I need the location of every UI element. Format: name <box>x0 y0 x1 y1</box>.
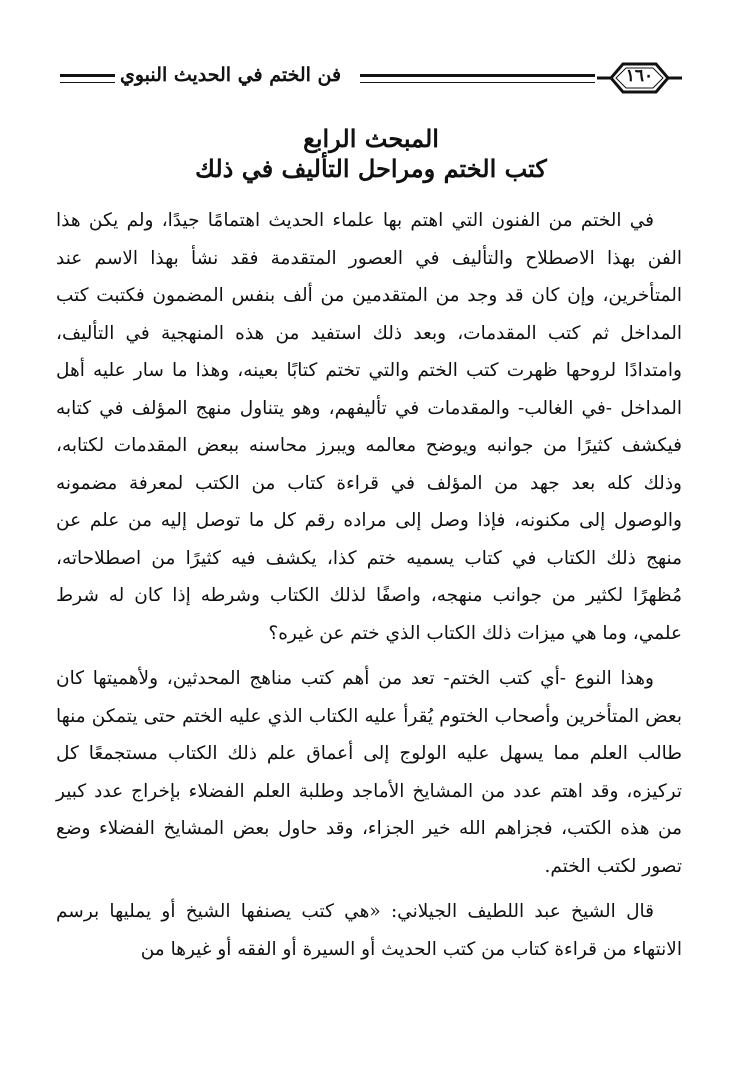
section-heading: المبحث الرابع <box>303 124 439 153</box>
paragraph-3: قال الشيخ عبد اللطيف الجيلاني: «هي كتب يصنفها الشيخ أو يمليها برسم الانتهاء من قراءة كتاب من كتب الحديث أو السيرة أو الفقه أو غيرها من <box>56 901 682 960</box>
page-number-badge <box>597 58 682 98</box>
header-rule-right <box>360 74 595 83</box>
running-title: فن الختم في الحديث النبوي <box>120 64 342 86</box>
running-header <box>60 58 682 98</box>
paragraph-1: في الختم من الفنون التي اهتم بها علماء الحديث اهتمامًا جيدًا، ولم يكن هذا الفن بهذا الاصطلاح والتأليف في العصور المتقدمة فقد نشأ بهذا الاسم عند المتأخرين، وإن كان قد وجد من المتقدمين من ألف بنفس المضمون فكتبت كتب المداخل ثم كتب المقدمات، وبعد ذلك استفيد من هذه المنهجية في التأليف، وامتدادًا لروحها ظهرت كتب الختم والتي تختم كتابًا بعينه، وهذا ما سار عليه أهل المداخل -في الغالب- والمقدمات في تأليفهم، وهو يتناول منهج المؤلف في كتابه فيكشف كثيرًا من جوانبه ويوضح معالمه ويبرز محاسنه ببعض المقدمات لكتابه، وذلك كله بعد جهد من المؤلف في قراءة كتاب من الكتب لمعرفة مضمونه والوصول إلى مكنونه، فإذا وصل إلى مراده رقم كل ما توصل إليه من علم عن منهج ذلك الكتاب في كتاب يسميه ختم كذا، يكشف فيه كثيرًا من اصطلاحاته، مُظهرًا لكثير من جوانب منهجه، واصفًا لذلك الكتاب وشرطه إذا كان له شرط علمي، وما هي ميزات ذلك الكتاب الذي ختم عن غيره؟ <box>56 210 682 644</box>
header-rule-left <box>60 74 115 83</box>
paragraph-2: وهذا النوع -أي كتب الختم- تعد من أهم كتب مناهج المحدثين، ولأهميتها كان بعض المتأخرين وأصحاب الختوم يُقرأ عليه الكتاب الذي عليه الختم حتى يتمكن منها طالب العلم مما يسهل عليه الولوج إلى أعماق علم ذلك الكتاب مستجمعًا كل تركيزه، وقد اهتم عدد من المشايخ الأماجد وطلبة العلم الفضلاء بإخراج عدد كبير من هذه الكتب، فجزاهم الله خير الجزاء، وقد حاول بعض المشايخ الفضلاء وضع تصور لكتب الختم. <box>56 668 682 877</box>
section-subheading: كتب الختم ومراحل التأليف في ذلك <box>195 154 547 183</box>
body-text <box>56 202 682 968</box>
page-number: ١٦٠ <box>625 66 654 86</box>
